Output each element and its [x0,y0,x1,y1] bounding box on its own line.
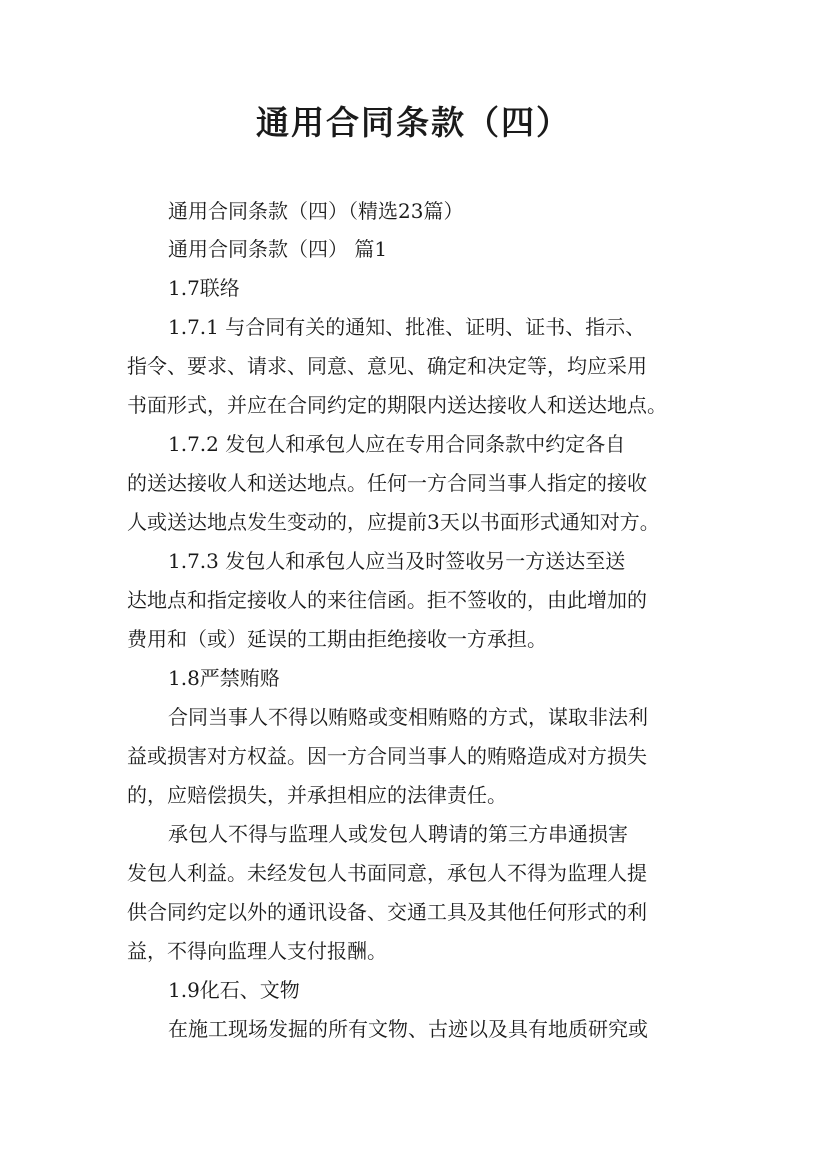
subtitle-line: 通用合同条款（四）（精选23篇） [168,199,464,223]
paragraph-line: 书面形式，并应在合同约定的期限内送达接收人和送达地点。 [127,393,667,417]
paragraph-line: 承包人不得与监理人或发包人聘请的第三方串通损害 [168,822,628,846]
paragraph-line: 1.7.1 与合同有关的通知、批准、证明、证书、指示、 [168,315,646,339]
paragraph-line: 指令、要求、请求、同意、意见、确定和决定等，均应采用 [127,354,647,378]
paragraph-line: 益或损害对方权益。因一方合同当事人的贿赂造成对方损失 [127,744,647,768]
clause-heading-1-9: 1.9化石、文物 [168,978,300,1002]
paragraph-line: 在施工现场发掘的所有文物、古迹以及具有地质研究或 [168,1017,648,1041]
paragraph-line: 供合同约定以外的通讯设备、交通工具及其他任何形式的利 [127,900,647,924]
paragraph-line: 人或送达地点发生变动的，应提前3天以书面形式通知对方。 [127,510,660,534]
paragraph-line: 1.7.2 发包人和承包人应在专用合同条款中约定各自 [168,432,626,456]
paragraph-line: 达地点和指定接收人的来往信函。拒不签收的，由此增加的 [127,588,647,612]
paragraph-line: 的送达接收人和送达地点。任何一方合同当事人指定的接收 [127,471,647,495]
paragraph-line: 费用和（或）延误的工期由拒绝接收一方承担。 [127,627,547,651]
clause-heading-1-8: 1.8严禁贿赂 [168,666,280,690]
document-title: 通用合同条款（四） [256,103,571,142]
section-heading-line: 通用合同条款（四） 篇1 [168,237,388,261]
paragraph-line: 发包人利益。未经发包人书面同意，承包人不得为监理人提 [127,861,647,885]
paragraph-line: 合同当事人不得以贿赂或变相贿赂的方式，谋取非法利 [168,705,648,729]
paragraph-line: 的，应赔偿损失，并承担相应的法律责任。 [127,783,507,807]
paragraph-line: 1.7.3 发包人和承包人应当及时签收另一方送达至送 [168,549,626,573]
paragraph-line: 益，不得向监理人支付报酬。 [127,939,387,963]
clause-heading-1-7: 1.7联络 [168,276,240,300]
